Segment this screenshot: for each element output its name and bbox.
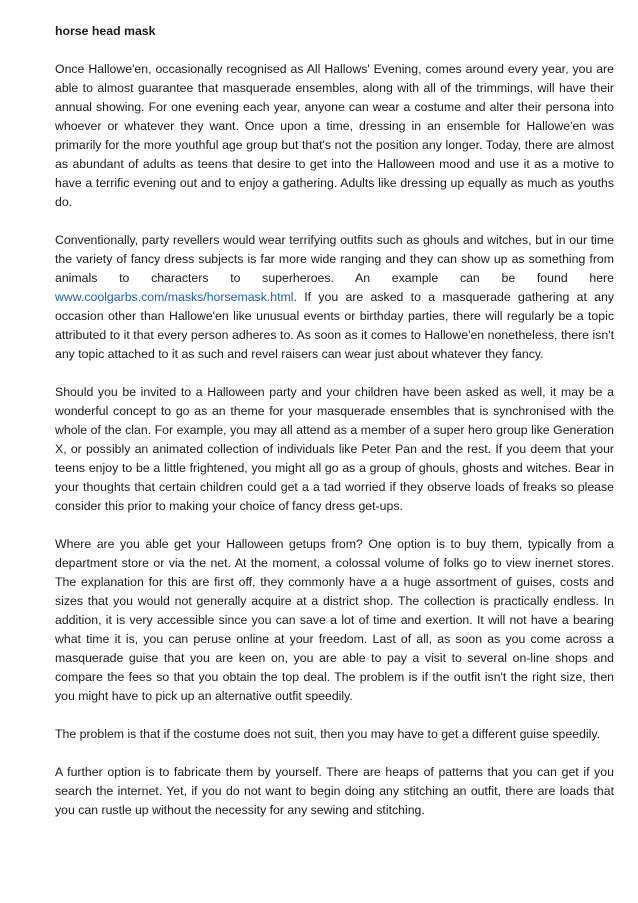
paragraph-4: Where are you able get your Halloween getups from? One option is to buy them, typically from a department store or via the net. At the moment, a colossal volume of folks go to view inernet stores. The explanation for this are first off, they commonly have a a huge assortment of guises, costs and sizes that you would not generally acquire at a district shop. The collection is practically endless. In addition, it is very accessible since you can save a lot of time and exertion. It will not have a bearing what time it is, you can peruse online at your freedom. Last of all, as soon as you come across a masquerade guise that you are keen on, you are able to pay a visit to several on-line shops and compare the fees so that you obtain the top deal. The problem is if the outfit isn't the right size, then you might have to pick up an alternative outfit speedily.: [55, 537, 614, 703]
document-title: horse head mask: [55, 24, 156, 38]
paragraph-3: Should you be invited to a Halloween party and your children have been asked as well, it may be a wonderful concept to go as an theme for your masquerade ensembles that is synchronised with the whole of the clan. For example, you may all attend as a member of a super hero group like Generation X, or possibly an animated collection of individuals like Peter Pan and the rest. If you deem that your teens enjoy to be a little frightened, you might all go as a group of ghouls, ghosts and witches. Bear in your thoughts that certain children could get a a tad worried if they observe loads of freaks so please consider this prior to making your choice of fancy dress get-ups.: [55, 385, 614, 513]
paragraph-2-text-after: . If you are asked to a masquerade gathering at any occasion other than Hallowe'en like unusual events or birthday parties, there will regularly be a topic attributed to it that every person adheres to. As soon as it comes to Hallowe'en nonetheless, there isn't any topic attached to it as such and revel raisers can wear just about whatever they fancy.: [55, 290, 614, 361]
paragraph-1: Once Hallowe'en, occasionally recognised as All Hallows' Evening, comes around every year, you are able to almost guarantee that masquerade ensembles, along with all of the trimmings, will have their annual showing. For one evening each year, anyone can wear a costume and alter their persona into whoever or whatever they want. Once upon a time, dressing in an ensemble for Hallowe'en was primarily for the more youthful age group but that's not the position any longer. Today, there are almost as abundant of adults as teens that desire to get into the Halloween mood and use it as a motive to have a terrific evening out and to enjoy a gathering. Adults like dressing up equally as much as youths do.: [55, 62, 614, 209]
paragraph-2: [55, 231, 614, 364]
paragraph-5: The problem is that if the costume does not suit, then you may have to get a different guise speedily.: [55, 727, 601, 741]
horse-mask-link[interactable]: www.coolgarbs.com/masks/horsemask.html: [55, 290, 294, 304]
paragraph-2-text-before: Conventionally, party revellers would wear terrifying outfits such as ghouls and witches, but in our time the variety of fancy dress subjects is far more wide ranging and they can show up as something from animals to characters to superheroes. An example can be found here: [55, 233, 614, 285]
paragraph-6: A further option is to fabricate them by yourself. There are heaps of patterns that you can get if you search the internet. Yet, if you do not want to begin doing any stitching an outfit, there are loads that you can rustle up without the necessity for any sewing and stitching.: [55, 765, 614, 817]
document-page: [55, 22, 614, 839]
